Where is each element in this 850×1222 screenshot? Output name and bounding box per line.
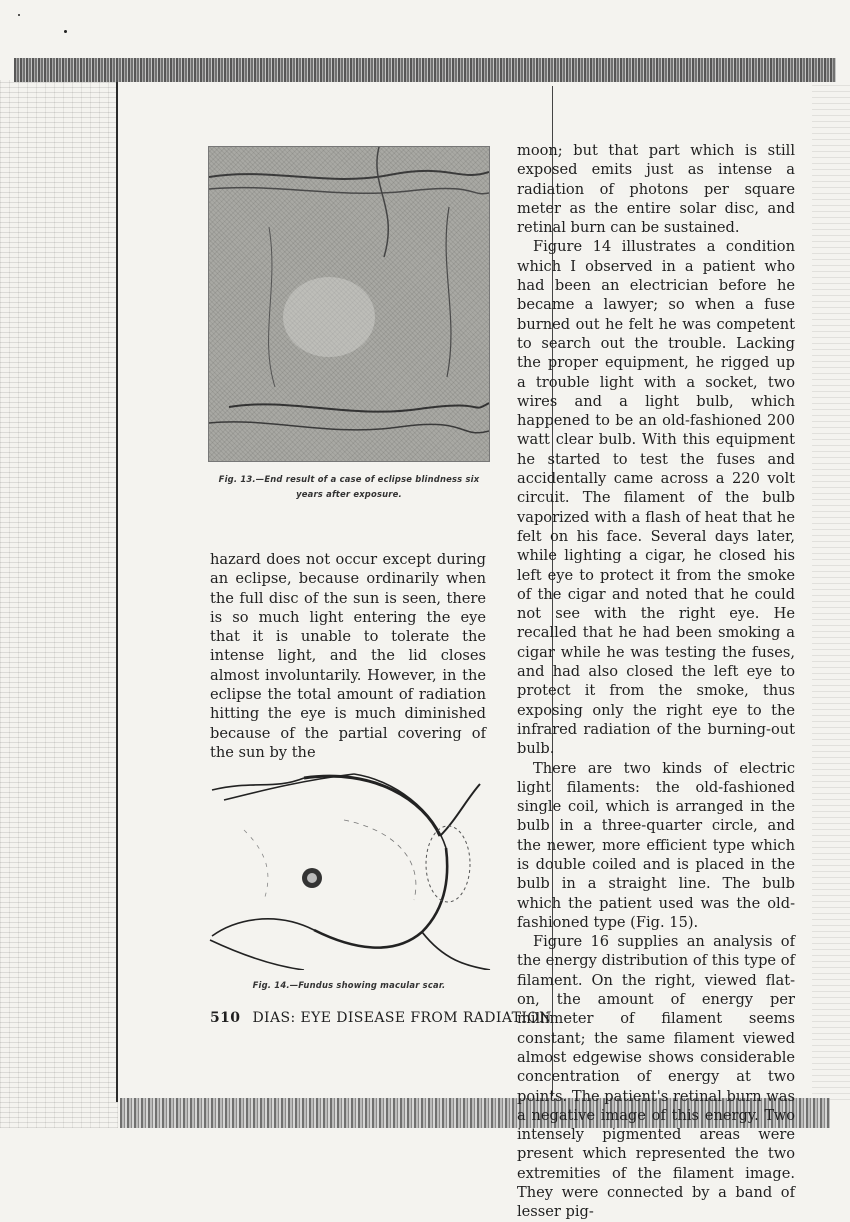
right-column-paragraph-1: moon; but that part which is still exposed emits just as intense a radiation of photons per square meter as the entire solar disc, and retinal burn can be sustained. bbox=[517, 142, 795, 237]
running-title: DIAS: EYE DISEASE FROM RADIATION bbox=[252, 1010, 552, 1026]
right-column-paragraph-4: Figure 16 supplies an analysis of the energy distribution of this type of filament. On the right, viewed flat-on, the amount of energy per millimeter of filament seems constant; the same filament viewed almost edgewise shows considerable concentration of energy at two points. The patient's retinal burn was a negative image of this energy. Two intensely pigmented areas were present which represented the two extremities of the filament image. They were connected by a band of lesser pig- bbox=[517, 933, 795, 1221]
dust-speck bbox=[18, 14, 20, 16]
right-column bbox=[517, 141, 795, 1222]
dust-speck bbox=[64, 30, 67, 33]
left-column-paragraph: hazard does not occur except during an eclipse, because ordinarily when the full disc of the sun is seen, there is so much light entering the eye that it is unable to tolerate the intense light, and the lid closes almost involuntarily. However, in the eclipse the total amount of radiation hitting the eye is much diminished because of the partial covering of the sun by the bbox=[210, 551, 486, 761]
page-number: 510 bbox=[210, 1010, 241, 1026]
page-footer bbox=[210, 1010, 552, 1026]
scan-border-right bbox=[812, 80, 850, 1100]
fig14-fundus-drawing bbox=[204, 760, 494, 970]
fig13-caption: Fig. 13.—End result of a case of eclipse blindness six years after exposure. bbox=[218, 474, 480, 499]
binding-rule bbox=[116, 82, 118, 1102]
fig13-fundus-photo bbox=[208, 146, 490, 462]
scan-border-left bbox=[0, 80, 118, 1128]
scan-border-top bbox=[14, 58, 836, 82]
right-column-paragraph-2: Figure 14 illustrates a condition which I observed in a patient who had been an electrician before he became a lawyer; so when a fuse burned out he felt he was competent to search out the trouble. Lacking the proper equipment, he rigged up a trouble light with a socket, two wires and a light bulb, which happened to be an old-fashioned 200 watt clear bulb. With this equipment he started to test the fuses and accidentally came across a 220 volt circuit. The filament of the bulb vaporized with a flash of heat that he felt on his face. Several days later, while lighting a cigar, he closed his left eye to protect it from the smoke of the cigar and noted that he could not see with the right eye. He recalled that he had been smoking a cigar while he was testing the fuses, and had also closed the left eye to protect it from the smoke, thus exposing only the right eye to the infrared radiation of the burning-out bulb. bbox=[517, 238, 795, 758]
fig14-caption: Fig. 14.—Fundus showing macular scar. bbox=[252, 980, 446, 990]
left-column bbox=[210, 550, 486, 762]
right-column-paragraph-3: There are two kinds of electric light filaments: the old-fashioned single coil, which is arranged in the bulb in a three-quarter circle, and the newer, more efficient type which is double coiled and is placed in the bulb in a straight line. The bulb which the patient used was the old-fashioned type (Fig. 15). bbox=[517, 759, 795, 931]
